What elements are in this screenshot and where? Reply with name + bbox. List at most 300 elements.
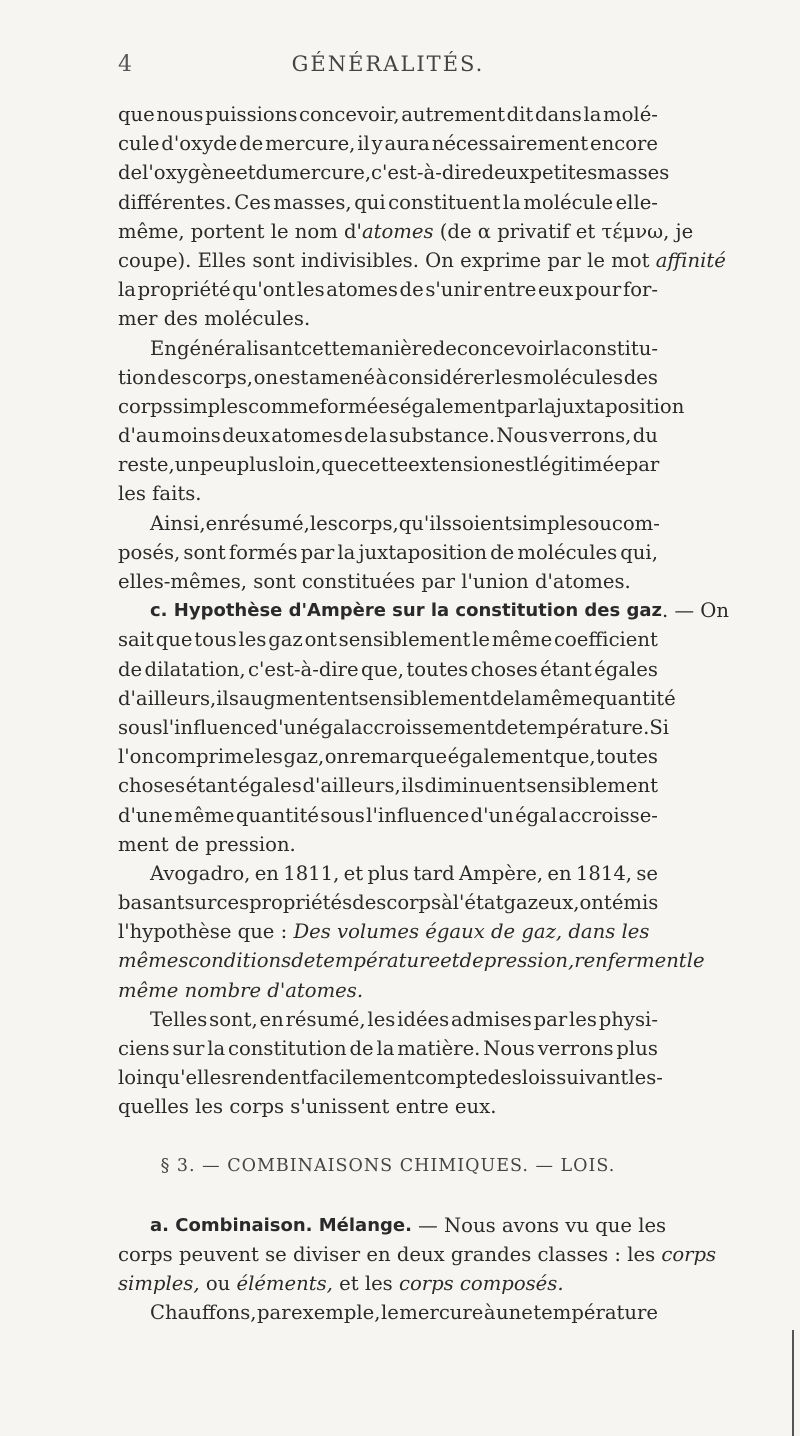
word: cette [358,453,409,477]
word: com- [611,511,660,535]
word: tard [413,861,455,885]
text-line [118,450,658,479]
word: physi- [598,1007,658,1031]
word: atomes [326,278,398,302]
text-line [118,246,726,275]
text-line [118,596,729,625]
word: ont [579,891,612,915]
text-line [118,363,658,392]
word: quantité [592,686,676,710]
word: corps, [192,365,254,389]
word: entre [483,278,537,302]
word: gaz [268,628,303,652]
word: il [357,132,370,156]
word: concevoir, [299,103,400,126]
word: 1811, [283,861,340,885]
word: du [632,424,658,448]
text-run: ou [199,1272,237,1296]
word: nécessairement [431,132,589,156]
word: admises [451,1007,532,1031]
word: d'un [265,715,309,739]
word: de [494,715,519,739]
word: les- [628,1066,663,1090]
word: s'unir [425,278,482,302]
word: même [174,803,235,827]
word: est [278,365,309,389]
word: constitution [228,1037,347,1060]
word: l'influence [162,715,266,739]
word: de [490,686,515,710]
word: dilatation, [144,657,246,681]
word: de [459,949,484,973]
term-simples: simples, [118,1272,200,1296]
text-line [118,771,658,800]
word: la [537,394,556,418]
word: d'au [118,424,161,448]
word: choses [470,657,538,681]
text-line [118,1269,658,1298]
term-corps-composes: corps composés. [398,1272,564,1296]
word: la [337,540,356,564]
word: la [369,424,388,448]
word: simples [512,511,588,535]
word: soient [451,511,513,535]
text-line [118,917,658,946]
word: suivant [556,1066,629,1090]
word: Si [649,715,670,739]
word: pression, [483,949,575,973]
word: à [375,365,388,389]
word: les [296,278,325,302]
word: sous [118,715,163,739]
word: choses [118,774,186,798]
text-line [118,1298,658,1327]
word: la [118,278,136,302]
word: accroissement [350,715,495,739]
text-line [118,1240,717,1269]
word: sous [320,803,365,827]
word: égales [594,657,658,681]
word: des [623,365,658,389]
word: dit [506,103,534,126]
text-line [118,421,658,450]
text-line [118,538,658,567]
word: température [533,1301,658,1325]
word: ils [401,774,425,798]
word: des [352,891,387,915]
term-affinite: affinité [655,248,726,272]
text-line [118,334,658,363]
word: généralisant [176,336,302,360]
word: les [367,1007,396,1031]
word: résumé, [285,1007,366,1031]
word: sont [183,540,226,564]
word: deux [222,424,270,448]
word: par [533,1007,568,1031]
word: en [254,861,279,885]
word: les [238,628,267,652]
word: comprime [154,745,255,769]
text-line [118,275,658,304]
word: c'est-à-dire [371,161,482,185]
word: on [253,365,279,389]
word: une [496,1301,533,1325]
word: corps, [337,511,399,535]
word: mercure [399,1301,484,1325]
word: et [236,161,256,185]
word: 1814, [575,861,633,885]
word: par [625,453,660,477]
word: on [324,745,350,769]
word: la [502,190,521,214]
text-run: l'hypothèse que : [118,920,294,944]
word: la [514,686,533,710]
text-line [118,888,658,917]
word: que, [552,745,596,769]
text-line: mer des molécules. [118,307,311,331]
word: c'est-à-dire [248,657,359,681]
word: extension [408,453,504,477]
word: température. [518,715,650,739]
word: la [207,1037,226,1060]
word: à [441,891,453,915]
text-line [118,1211,667,1240]
word: verrons [537,1037,614,1060]
word: constituent [388,190,501,214]
word: la [553,336,572,360]
word: ou [587,511,612,535]
word: d'un [470,803,514,827]
text-run: — Nous avons vu que les [411,1213,667,1237]
word: Avogadro, [150,861,251,885]
text-line [118,801,658,830]
word: également [447,745,552,769]
word: corps [386,891,442,915]
word: exemple, [291,1301,381,1325]
word: toutes [406,657,469,681]
word: Nous [496,424,549,448]
word: pour [574,278,622,302]
word: le [686,949,705,973]
text-line [118,742,658,771]
word: en [205,511,230,535]
section-a-title: a. Combinaison. Mélange. [150,1214,412,1236]
hypothesis-text: Des volumes égaux de gaz, dans les [293,920,650,944]
word: rendent [231,1066,310,1090]
word: propriétés [249,891,353,915]
text-line [118,129,658,158]
word: différentes. [118,190,232,214]
hypothesis-line: même nombre d'atomes. [118,978,364,1002]
word: masses, [273,190,352,214]
word: des [157,365,192,389]
word: le [380,1301,399,1325]
body-text [118,100,729,1328]
word: remarque [349,745,448,769]
word: Ainsi, [150,511,206,535]
word: verrons, [549,424,632,448]
text-run: . — On [661,599,729,623]
word: le [472,628,491,652]
word: de [344,424,369,448]
text-line [118,1063,663,1092]
word: un [174,453,200,477]
word: les [494,365,523,389]
word: en [547,861,572,885]
word: ils [216,686,239,710]
text-line [118,859,658,888]
word: loin [118,1066,155,1090]
word: température [315,949,441,973]
section-c-title: c. Hypothèse d'Ampère sur la constitution des gaz [150,600,662,622]
word: idées [397,1007,450,1031]
word: d'une [118,803,173,827]
word: En [150,336,177,360]
word: légitimée [533,453,626,477]
word: molécules [523,365,624,389]
word: que [118,103,155,126]
word: plus [236,453,279,477]
word: Chauffons, [150,1301,257,1325]
word: de [118,161,143,185]
term-elements: éléments, [236,1272,333,1296]
text-run: (de α privatif et τέμνω, je [433,219,694,243]
text-line: ment de pression. [118,832,296,856]
word: des [487,1066,522,1090]
word: d'oxyde [161,132,238,156]
word: qu'ont [232,278,296,302]
word: deux [481,161,530,185]
word: et [343,861,364,885]
word: comme [248,394,320,418]
text-line [118,158,670,187]
word: loin, [278,453,322,477]
word: amené [308,365,375,389]
word: formés [228,540,298,564]
word: renferment [574,949,687,973]
word: sait [118,628,154,652]
word: compte [414,1066,488,1090]
word: elle- [615,190,658,214]
word: constitu- [571,336,659,360]
word: égales [238,774,302,798]
word: Nous [483,1037,535,1060]
word: égal [515,803,558,827]
word: tous [194,628,237,652]
text-line [118,217,694,246]
word: et [440,949,460,973]
word: posés, [118,540,181,564]
word: simples [172,394,249,418]
text-line: les faits. [118,482,202,506]
text-line: elles-mêmes, sont constituées par l'union d'atomes. [118,570,631,593]
page-header [118,52,658,82]
word: substance. [388,424,496,448]
word: lois [521,1066,557,1090]
word: puissions [205,103,298,126]
word: à [483,1301,496,1325]
word: sensiblement [358,686,491,710]
word: juxtaposition [555,394,685,418]
word: nous [156,103,204,126]
word: de [291,949,316,973]
word: encore [590,132,658,156]
word: cette [301,336,352,360]
word: sensiblement [526,774,658,798]
word: plus [367,861,409,885]
word: émis [611,891,659,915]
word: ces [216,891,250,915]
word: considérer [387,365,495,389]
word: que [321,453,359,477]
text-line [118,1034,658,1063]
word: molé- [603,103,658,126]
word: qui, [620,540,658,564]
text-line [118,100,658,129]
text-line [118,509,658,538]
term-atomes: atomes [361,219,434,243]
word: par [300,540,335,564]
word: d'ailleurs, [118,686,217,710]
word: cule [118,132,160,156]
word: les [309,511,338,535]
word: sur [172,1037,205,1060]
word: basant [118,891,185,915]
word: mercure, [265,132,356,156]
word: qu'ils [398,511,452,535]
word: peu [199,453,237,477]
word: gazeux, [503,891,580,915]
word: l'influence [366,803,470,827]
section-heading: § 3. — COMBINAISONS CHIMIQUES. — LOIS. [160,1155,616,1176]
word: est [503,453,534,477]
word: de [118,657,143,681]
word: par [504,394,538,418]
word: reste, [118,453,175,477]
running-head: GÉNÉRALITÉS. [291,52,485,76]
word: facilement [309,1066,415,1090]
word: la [583,103,602,126]
text-run: même, portent le nom d' [118,219,362,243]
word: Ces [234,190,271,214]
word: l'on [118,745,155,769]
word: se [636,861,658,885]
word: sensiblement [338,628,471,652]
word: corps [118,394,173,418]
word: d'ailleurs, [302,774,401,798]
word: résumé, [229,511,310,535]
text-run: corps peuvent se diviser en deux grandes classes : les [118,1242,662,1266]
text-line [118,392,685,421]
text-line [118,625,658,654]
word: conditions [188,949,292,973]
word: manière [351,336,433,360]
text-line [118,684,676,713]
word: les [254,745,283,769]
word: petites [529,161,598,185]
word: quantité [235,803,319,827]
word: de [399,278,424,302]
word: formées [319,394,400,418]
page-number: 4 [118,52,132,77]
word: étant [185,774,238,798]
word: la [376,1037,395,1060]
word: du [255,161,281,185]
word: Ampère, [459,861,544,885]
word: mercure, [280,161,372,185]
word: molécule [523,190,614,214]
text-line: quelles les corps s'unissent entre eux. [118,1095,497,1119]
word: moins [161,424,221,448]
text-line [118,188,658,217]
word: que [155,628,193,652]
word: en [259,1007,284,1031]
word: autrement [401,103,505,126]
word: plus [616,1037,658,1060]
word: que, [361,657,405,681]
word: Telles [150,1007,208,1031]
word: masses [597,161,670,185]
word: y [371,132,383,156]
word: l'état [452,891,504,915]
text-line [118,1005,658,1034]
word: tion [118,365,157,389]
hypothesis-line [118,946,705,975]
term-corps: corps [661,1242,717,1266]
text-run: coupe). Elles sont indivisibles. On exprime par le mot [118,248,656,272]
page-edge-line [792,1330,794,1436]
word: aura [384,132,430,156]
word: diminuent [424,774,526,798]
word: de [432,336,457,360]
word: sur [184,891,217,915]
word: qu'elles [154,1066,232,1090]
word: même [491,628,553,652]
word: propriété [137,278,231,302]
word: l'oxygène [142,161,237,185]
word: de [349,1037,374,1060]
word: concevoir [456,336,554,360]
word: ont [304,628,337,652]
word: mêmes [118,949,189,973]
word: étant [540,657,592,681]
word: égal [308,715,351,739]
word: de [490,540,515,564]
word: molécules [517,540,618,564]
word: dans [534,103,582,126]
word: ciens [118,1037,170,1060]
word: matière. [397,1037,481,1060]
word: eux [538,278,574,302]
word: augmentent [238,686,359,710]
word: for- [622,278,658,302]
word: également [399,394,505,418]
word: par [257,1301,291,1325]
word: toutes [596,745,658,769]
word: même [532,686,593,710]
word: gaz, [283,745,325,769]
word: les [569,1007,597,1031]
text-run: et les [332,1272,399,1296]
word: coefficient [554,628,658,652]
word: juxtaposition [358,540,487,564]
word: qui [354,190,386,214]
word: sont, [209,1007,258,1031]
word: de [239,132,264,156]
word: accroisse- [558,803,658,827]
text-line [118,655,658,684]
text-line [118,713,670,742]
